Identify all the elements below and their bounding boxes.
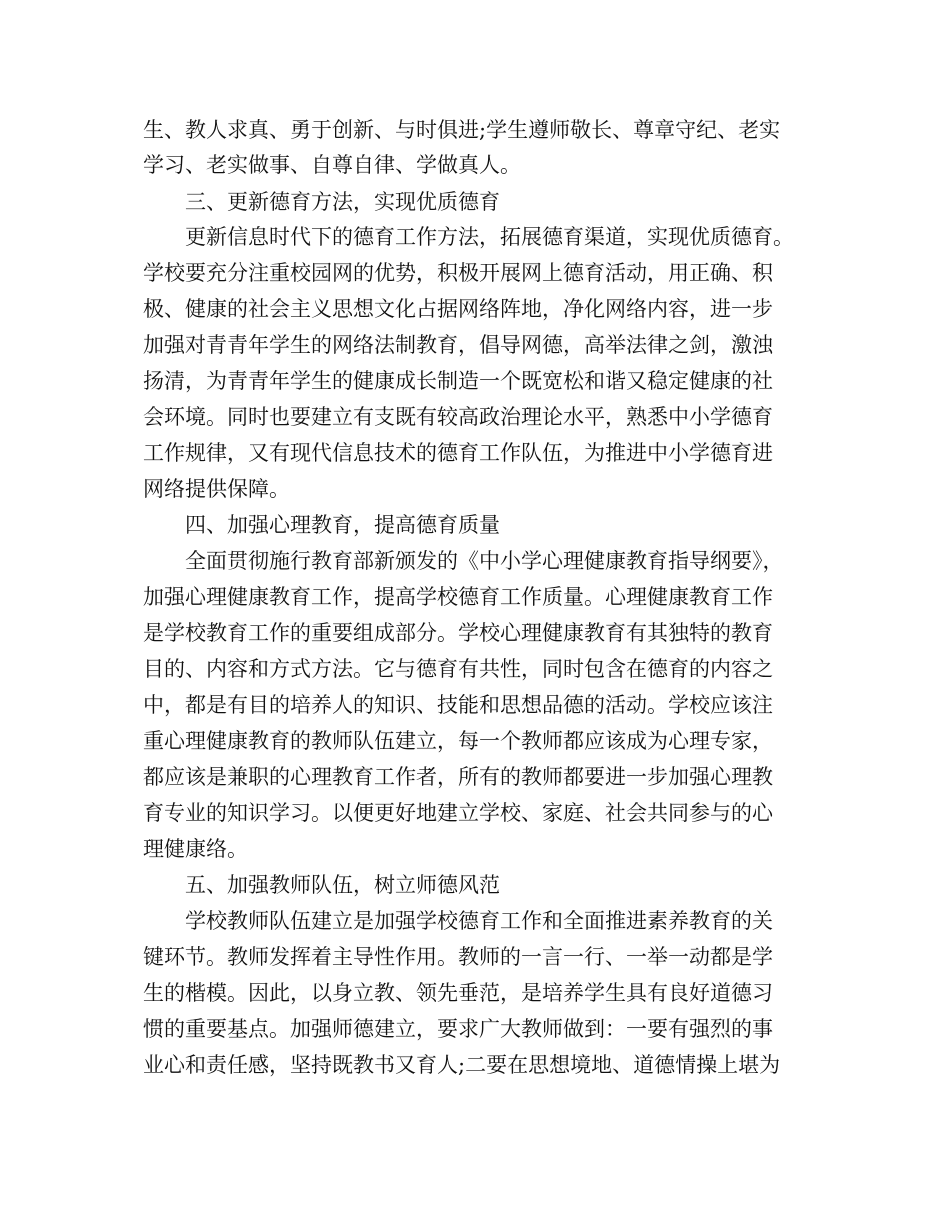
paragraph-first-line: 全面贯彻施行教育部新颁发的《中小学心理健康教育指导纲要》， bbox=[185, 549, 784, 573]
body-text-line: 会环境。同时也要建立有支既有较高政治理论水平，熟悉中小学德育 bbox=[143, 405, 773, 429]
body-text-line: 理健康络。 bbox=[143, 837, 248, 861]
body-text-line: 中，都是有目的培养人的知识、技能和思想品德的活动。学校应该注 bbox=[143, 693, 773, 717]
body-text-line: 重心理健康教育的教师队伍建立，每一个教师都应该成为心理专家， bbox=[143, 729, 773, 753]
body-text-line: 是学校教育工作的重要组成部分。学校心理健康教育有其独特的教育 bbox=[143, 621, 773, 645]
section-heading: 五、加强教师队伍，树立师德风范 bbox=[185, 873, 500, 897]
section-heading: 三、更新德育方法，实现优质德育 bbox=[185, 190, 500, 214]
body-text-line: 育专业的知识学习。以便更好地建立学校、家庭、社会共同参与的心 bbox=[143, 801, 773, 825]
body-text-line: 惯的重要基点。加强师德建立，要求广大教师做到：一要有强烈的事 bbox=[143, 1017, 773, 1041]
body-text-line: 加强对青青年学生的网络法制教育，倡导网德，高举法律之剑，激浊 bbox=[143, 333, 773, 357]
body-text-line: 目的、内容和方式方法。它与德育有共性，同时包含在德育的内容之 bbox=[143, 657, 773, 681]
body-text-line: 业心和责任感，坚持既教书又育人;二要在思想境地、道德情操上堪为 bbox=[143, 1053, 781, 1077]
body-text-line: 都应该是兼职的心理教育工作者，所有的教师都要进一步加强心理教 bbox=[143, 765, 773, 789]
body-text-line: 工作规律，又有现代信息技术的德育工作队伍，为推进中小学德育进 bbox=[143, 441, 773, 465]
paragraph-first-line: 学校教师队伍建立是加强学校德育工作和全面推进素养教育的关 bbox=[185, 909, 773, 933]
body-text-line: 学习、老实做事、自尊自律、学做真人。 bbox=[143, 153, 521, 177]
body-text-line: 生的楷模。因此，以身立教、领先垂范，是培养学生具有良好道德习 bbox=[143, 981, 773, 1005]
section-heading: 四、加强心理教育，提高德育质量 bbox=[185, 513, 500, 537]
body-text-line: 加强心理健康教育工作，提高学校德育工作质量。心理健康教育工作 bbox=[143, 585, 773, 609]
body-text-line: 网络提供保障。 bbox=[143, 477, 290, 501]
body-text-line: 键环节。教师发挥着主导性作用。教师的一言一行、一举一动都是学 bbox=[143, 945, 773, 969]
body-text-line: 学校要充分注重校园网的优势，积极开展网上德育活动，用正确、积 bbox=[143, 261, 773, 285]
body-text-line: 极、健康的社会主义思想文化占据网络阵地，净化网络内容，进一步 bbox=[143, 297, 773, 321]
body-text-line: 扬清，为青青年学生的健康成长制造一个既宽松和谐又稳定健康的社 bbox=[143, 369, 773, 393]
paragraph-first-line: 更新信息时代下的德育工作方法，拓展德育渠道，实现优质德育。 bbox=[185, 225, 794, 249]
body-text-line: 生、教人求真、勇于创新、与时俱进;学生遵师敬长、尊章守纪、老实 bbox=[143, 118, 781, 142]
